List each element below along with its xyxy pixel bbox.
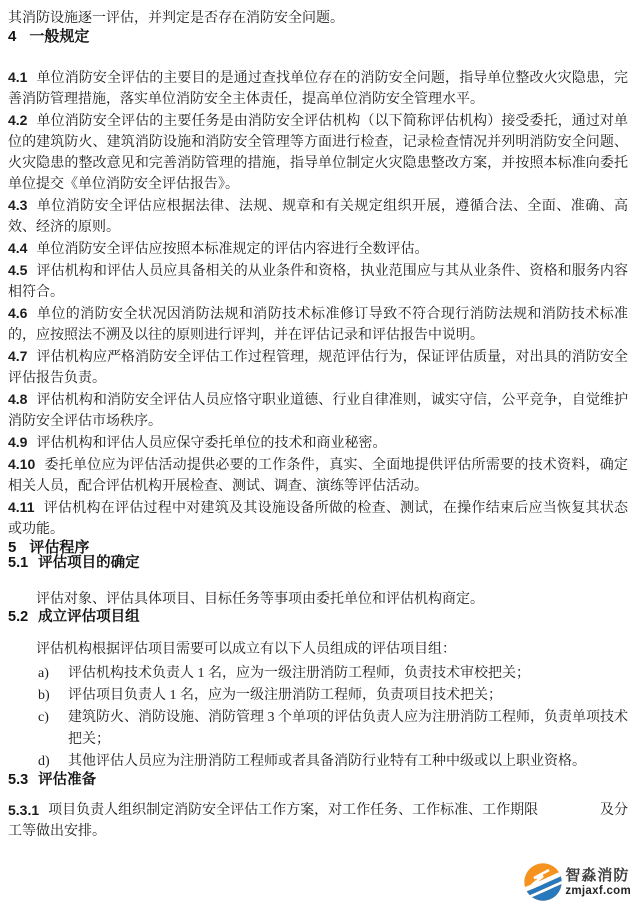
section-title: 评估准备 (38, 772, 97, 788)
section-5-2-heading (8, 610, 628, 625)
list-marker: c) (38, 710, 49, 725)
clause-number: 4.7 (8, 348, 28, 364)
clause-4-1 (8, 67, 628, 110)
watermark-text-block (565, 867, 631, 898)
clause-number: 4.10 (8, 456, 36, 472)
section-5-3-heading (8, 773, 628, 788)
list-item-c (38, 707, 628, 751)
section-5-1-body: 评估对象、评估具体项目、目标任务等事项由委托单位和评估机构商定。 (36, 592, 484, 607)
clause-text: 评估机构和评估人员应具备相关的从业条件和资格，执业范围应与其从业条件、资格和服务内容相符合。 (8, 264, 628, 300)
clause-text: 单位的消防安全状况因消防法规和消防技术标准修订导致不符合现行消防法规和消防技术标准的，应按照法不溯及以往的原则进行评判，并在评估记录和评估报告中说明。 (8, 307, 628, 343)
section-number: 5.2 (8, 609, 29, 625)
chapter-number: 4 (8, 28, 17, 45)
zmjaxf-logo-icon (524, 863, 562, 901)
section-5-1-heading (8, 556, 628, 571)
clause-text: 单位消防安全评估的主要目的是通过查找单位存在的消防安全问题，指导单位整改火灾隐患，完善消防管理措施，落实单位消防安全主体责任，提高单位消防安全管理水平。 (8, 71, 628, 107)
list-item-a (38, 663, 628, 685)
section-5-2-intro: 评估机构根据评估项目需要可以成立有以下人员组成的评估项目组： (36, 642, 456, 657)
clause-5-3-1-line1 (8, 800, 628, 821)
clause-4-5 (8, 260, 628, 303)
list-item-text: 建筑防火、消防设施、消防管理 3 个单项的评估负责人应为注册消防工程师，负责单项技术把关； (68, 710, 628, 747)
clause-text: 评估机构和消防安全评估人员应恪守职业道德、行业自律准则，诚实守信，公平竞争，自觉维护消防安全评估市场秩序。 (8, 393, 628, 429)
watermark-brand: 智淼消防 (565, 866, 630, 884)
clause-number: 4.8 (8, 391, 28, 407)
clause-4-6 (8, 303, 628, 346)
clause-text: 评估机构在评估过程中对建筑及其设施设备所做的检查、测试，在操作结束后应当恢复其状态或功能。 (8, 501, 628, 537)
clause-text: 及分 (600, 803, 628, 818)
clause-number: 4.9 (8, 434, 28, 450)
clause-4-7 (8, 346, 628, 389)
watermark-gap (538, 800, 600, 821)
clause-number: 4.11 (8, 499, 35, 515)
clause-number: 4.2 (8, 112, 28, 128)
chapter-title: 一般规定 (29, 28, 90, 45)
list-item-b (38, 685, 628, 707)
clause-number: 4.5 (8, 262, 28, 278)
clause-text: 单位消防安全评估的主要任务是由消防安全评估机构（以下简称评估机构）接受委托，通过对单位的建筑防火、建筑消防设施和消防安全管理等方面进行检查，记录检查情况并列明消防安全问题、火灾隐患的整改意见和完善消防管理的措施，指导单位制定火灾隐患整改方案，并按照本标准向委托单位提交《单位消防安全评估报告》。 (8, 114, 628, 192)
personnel-list (8, 663, 628, 773)
clause-number: 4.3 (8, 197, 28, 213)
clause-text: 项目负责人组织制定消防安全评估工作方案，对工作任务、工作标准、工作期限 (48, 803, 539, 818)
clause-4-4 (8, 238, 628, 260)
section-number: 5.3 (8, 772, 29, 788)
chapter-5-heading (8, 540, 628, 556)
clause-4-8 (8, 389, 628, 432)
section-number: 5.1 (8, 555, 29, 571)
watermark-domain: zmjaxf.com (565, 884, 631, 897)
clause-text: 单位消防安全评估应按照本标准规定的评估内容进行全数评估。 (36, 242, 429, 257)
list-item-d (38, 751, 628, 773)
list-marker: b) (38, 688, 50, 703)
clause-4-10 (8, 454, 628, 497)
list-item-text: 其他评估人员应为注册消防工程师或者具备消防行业特有工种中级或以上职业资格。 (68, 754, 586, 769)
chapter-number: 5 (8, 539, 17, 556)
clause-number: 4.1 (8, 69, 28, 85)
section-title: 评估项目的确定 (38, 555, 140, 571)
clause-4-2 (8, 110, 628, 195)
zmjaxf-watermark (524, 863, 631, 901)
clause-4-3 (8, 195, 628, 238)
clause-text: 评估机构和评估人员应保守委托单位的技术和商业秘密。 (36, 436, 387, 451)
clause-text: 评估机构应严格消防安全评估工作过程管理，规范评估行为，保证评估质量，对出具的消防安全评估报告负责。 (8, 350, 628, 386)
list-item-text: 评估机构技术负责人 1 名，应为一级注册消防工程师，负责技术审校把关； (68, 666, 530, 681)
intro-paragraph: 其消防设施逐一评估，并判定是否存在消防安全问题。 (8, 11, 344, 26)
section-title: 成立评估项目组 (38, 609, 140, 625)
clause-text: 单位消防安全评估应根据法律、法规、规章和有关规定组织开展，遵循合法、全面、准确、高效、经济的原则。 (8, 199, 628, 235)
chapter-4-heading (8, 29, 628, 45)
clause-4-9 (8, 432, 628, 454)
clause-text: 委托单位应为评估活动提供必要的工作条件，真实、全面地提供评估所需要的技术资料，确定相关人员，配合评估机构开展检查、测试、调查、演练等评估活动。 (8, 458, 628, 494)
clause-4-11 (8, 497, 628, 540)
clause-number: 4.4 (8, 240, 28, 256)
chapter-title: 评估程序 (29, 539, 90, 556)
list-item-text: 评估项目负责人 1 名，应为一级注册消防工程师，负责项目技术把关； (68, 688, 502, 703)
clause-number: 4.6 (8, 305, 28, 321)
clause-number: 5.3.1 (8, 802, 40, 818)
list-marker: a) (38, 666, 49, 681)
list-marker: d) (38, 754, 50, 769)
clause-5-3-1-line2: 工等做出安排。 (8, 824, 106, 839)
